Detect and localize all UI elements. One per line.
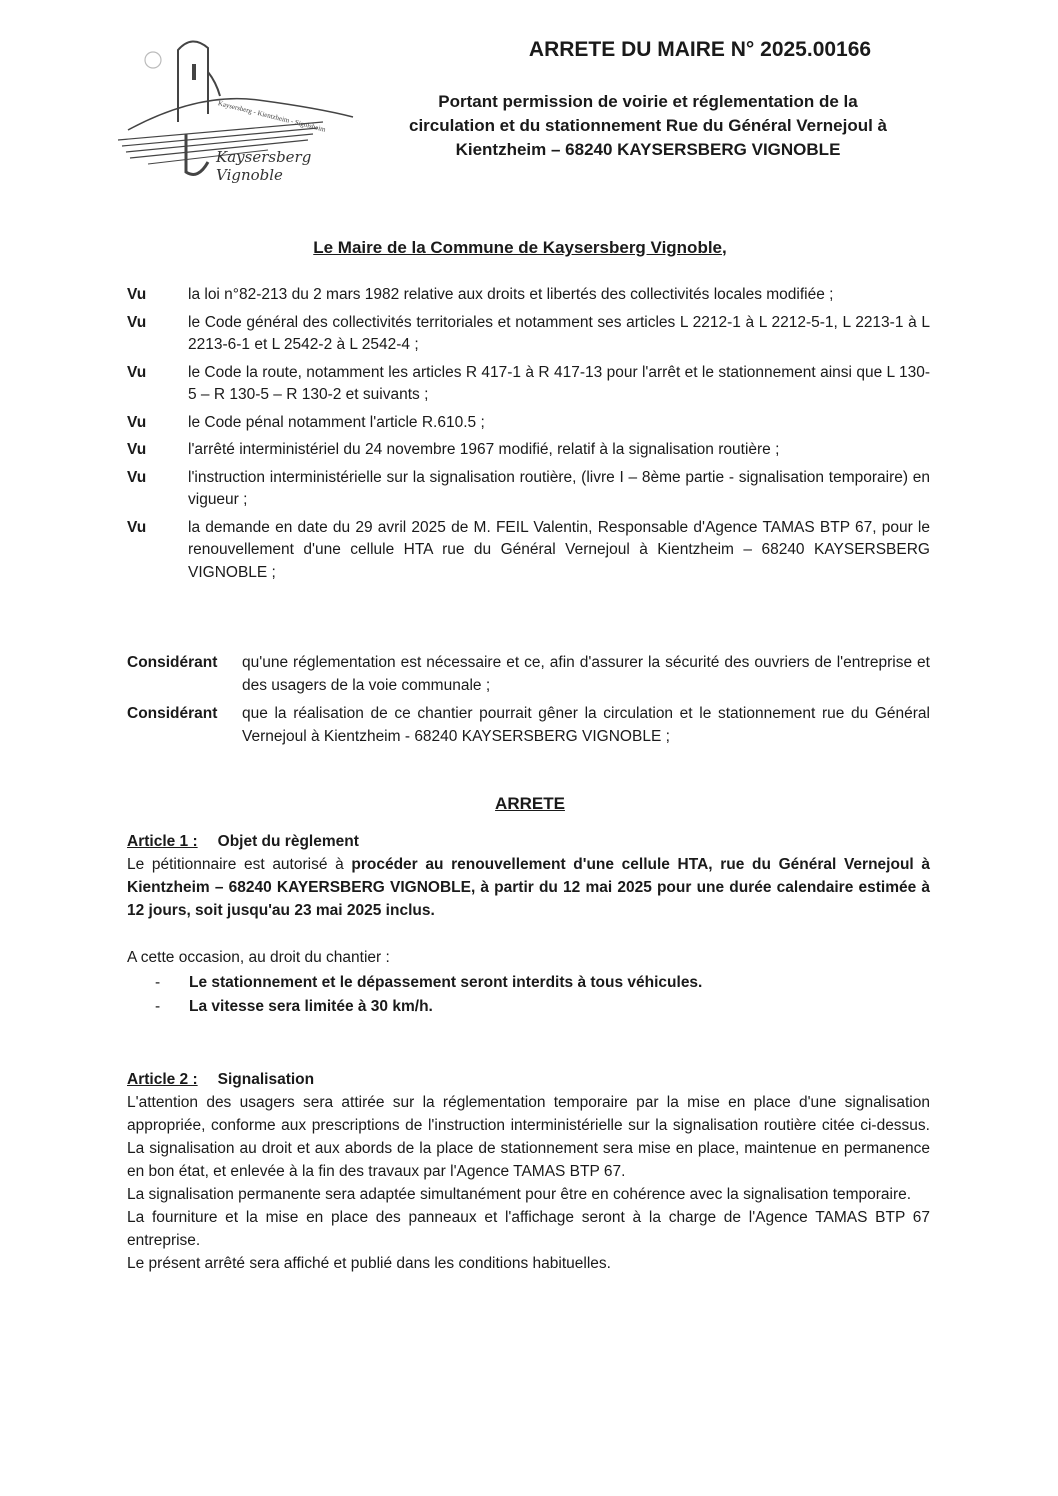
considerant-label: Considérant bbox=[127, 654, 218, 671]
article-1 bbox=[127, 830, 930, 1019]
vu-text: l'arrêté interministériel du 24 novembre 1967 modifié, relatif à la signalisation routière ; bbox=[188, 441, 780, 458]
commune-logo bbox=[108, 22, 370, 184]
vu-item bbox=[127, 312, 930, 357]
considerant-text: qu'une réglementation est nécessaire et ce, afin d'assurer la sécurité des ouvriers de l'entreprise et des usagers de la voie communale ; bbox=[242, 654, 930, 694]
article-1-body bbox=[127, 853, 930, 922]
list-item bbox=[155, 995, 930, 1019]
vu-list bbox=[127, 284, 930, 589]
article-2-title: Signalisation bbox=[217, 1071, 315, 1088]
article-2 bbox=[127, 1068, 930, 1275]
vu-label: Vu bbox=[127, 413, 147, 431]
arrete-heading: ARRETE bbox=[495, 794, 565, 813]
bullet-text: La vitesse sera limitée à 30 km/h. bbox=[189, 998, 433, 1015]
vu-text: la loi n°82-213 du 2 mars 1982 relative aux droits et libertés des collectivités locales modifiée ; bbox=[188, 286, 834, 303]
considerant-text: que la réalisation de ce chantier pourrait gêner la circulation et le stationnement rue du Général Vernejoul à Kientzheim - 68240 KAYSERSBERG VIGNOBLE ; bbox=[242, 705, 930, 745]
vu-item bbox=[127, 467, 930, 512]
considerant-item bbox=[127, 703, 930, 748]
bullet-dash: - bbox=[155, 974, 161, 991]
vu-label: Vu bbox=[127, 441, 147, 458]
article-1-bullets bbox=[127, 971, 930, 1019]
vu-item bbox=[127, 284, 930, 307]
vu-text: la demande en date du 29 avril 2025 de M. FEIL Valentin, Responsable d'Agence TAMAS BTP 67, pour le renouvellement d'une cellule HTA rue du Général Vernejoul à Kientzheim – 68240 KAYSERSBERG VIGNOBLE ; bbox=[188, 518, 930, 581]
vu-text: le Code pénal notamment l'article R.610.5 ; bbox=[188, 413, 485, 431]
vu-item bbox=[127, 439, 930, 462]
subtitle-line-1: Portant permission de voirie et réglementation de la bbox=[438, 92, 858, 111]
article-1-heading bbox=[127, 830, 930, 853]
article-1-title: Objet du règlement bbox=[217, 833, 359, 850]
decree-subtitle bbox=[370, 90, 926, 162]
vu-label: Vu bbox=[127, 363, 147, 381]
article-2-heading bbox=[127, 1068, 930, 1091]
subtitle-line-3: Kientzheim – 68240 KAYSERSBERG VIGNOBLE bbox=[455, 140, 841, 159]
vu-item bbox=[127, 517, 930, 585]
vu-label: Vu bbox=[127, 468, 147, 486]
bullet-dash: - bbox=[155, 998, 161, 1015]
vu-item bbox=[127, 412, 930, 435]
article-1-bold-text: procéder au renouvellement d'une cellule HTA, rue du Général Vernejoul à Kientzheim – 68240 KAYERSBERG VIGNOBLE, à partir du 12 mai 2025 pour une durée calendaire estimée à 12 jours, soit jusqu'au 23 mai 2025 inclus. bbox=[127, 856, 930, 919]
considerant-label: Considérant bbox=[127, 705, 218, 722]
logo-small-text: Kaysersberg - Kientzheim - Sigolsheim bbox=[217, 99, 327, 134]
article-2-paragraph: L'attention des usagers sera attirée sur la réglementation temporaire par la mise en place d'une signalisation appropriée, conforme aux prescriptions de l'instruction interministérielle sur la signalisation routière citée ci-dessus. La signalisation au droit et aux abords de la place de stationnement sera mise en place, maintenue en permanence en bon état, et enlevée à la fin des travaux par l'Agence TAMAS BTP 67. bbox=[127, 1094, 930, 1180]
article-2-number: Article 2 : bbox=[127, 1071, 198, 1088]
subtitle-line-2: circulation et du stationnement Rue du Général Vernejoul à bbox=[409, 116, 887, 135]
vu-text: le Code général des collectivités territoriales et notamment ses articles L 2212-1 à L 2212-5-1, L 2213-1 à L 2213-6-1 et L 2542-2 à L 2542-4 ; bbox=[188, 313, 930, 353]
vu-label: Vu bbox=[127, 286, 147, 303]
considerant-list bbox=[127, 652, 930, 754]
logo-text: Kaysersberg Vignoble bbox=[216, 148, 312, 184]
vu-item bbox=[127, 362, 930, 407]
article-1-occasion: A cette occasion, au droit du chantier : bbox=[127, 949, 390, 966]
article-2-paragraph: La signalisation permanente sera adaptée simultanément pour être en cohérence avec la signalisation temporaire. bbox=[127, 1186, 912, 1203]
article-2-paragraph: Le présent arrêté sera affiché et publié dans les conditions habituelles. bbox=[127, 1255, 611, 1272]
list-item bbox=[155, 971, 930, 995]
article-2-paragraph: La fourniture et la mise en place des panneaux et l'affichage seront à la charge de l'Agence TAMAS BTP 67 entreprise. bbox=[127, 1209, 930, 1249]
article-1-number: Article 1 : bbox=[127, 833, 198, 850]
vu-label: Vu bbox=[127, 518, 147, 536]
article-1-intro: Le pétitionnaire est autorisé à bbox=[127, 856, 352, 873]
decree-title: ARRETE DU MAIRE N° 2025.00166 bbox=[528, 38, 872, 61]
vu-text: l'instruction interministérielle sur la signalisation routière, (livre I – 8ème partie - signalisation temporaire) en vigueur ; bbox=[188, 468, 930, 508]
bullet-text: Le stationnement et le dépassement seront interdits à tous véhicules. bbox=[189, 974, 703, 991]
vu-label: Vu bbox=[127, 313, 147, 331]
maire-heading: Le Maire de la Commune de Kaysersberg Vignoble, bbox=[313, 238, 727, 257]
considerant-item bbox=[127, 652, 930, 697]
vu-text: le Code la route, notamment les articles R 417-1 à R 417-13 pour l'arrêt et le stationnement ainsi que L 130-5 – R 130-5 – R 130-2 et suivants ; bbox=[188, 363, 930, 403]
